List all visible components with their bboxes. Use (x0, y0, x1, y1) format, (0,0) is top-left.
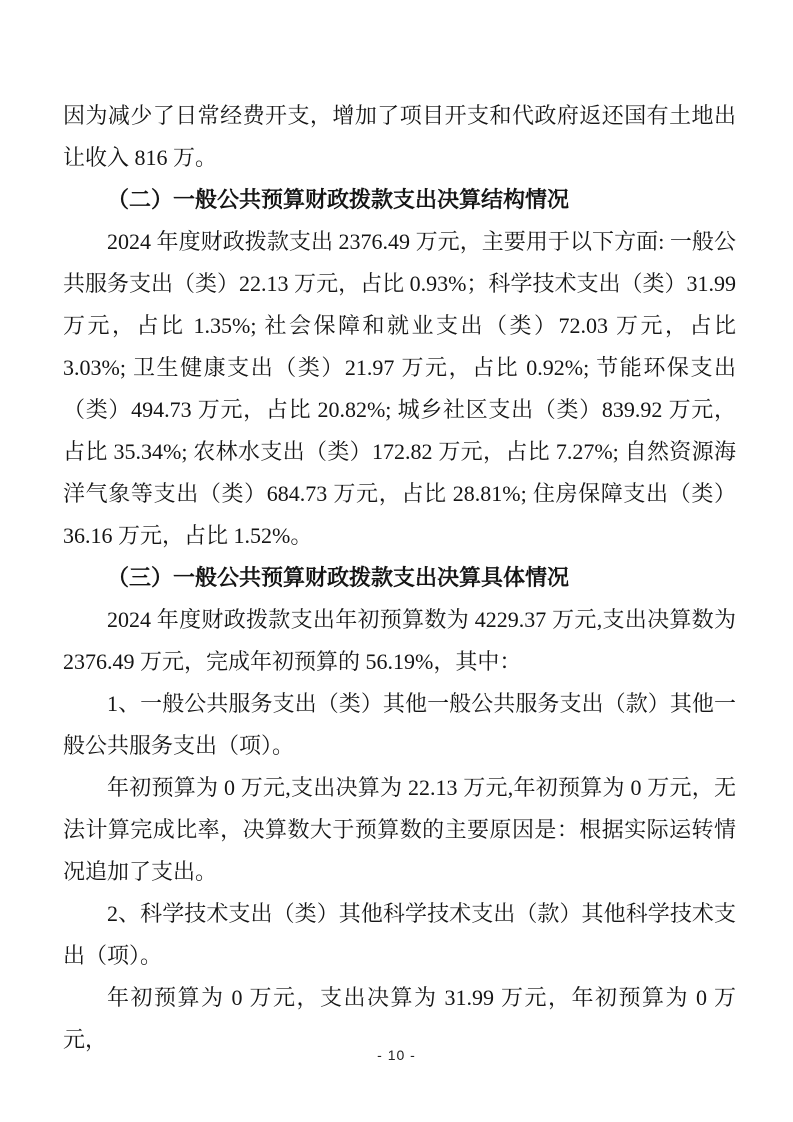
document-body (63, 95, 736, 1061)
section-heading: （三）一般公共预算财政拨款支出决算具体情况 (107, 565, 570, 590)
section-heading: （二）一般公共预算财政拨款支出决算结构情况 (107, 187, 570, 212)
body-paragraph: 2024 年度财政拨款支出 2376.49 万元，主要用于以下方面: 一般公共服务支出（类）22.13 万元，占比 0.93%；科学技术支出（类）31.99 万元，占比 1.35%; 社会保障和就业支出（类）72.03 万元，占比 3.03%; 卫生健康支出（类）21.97 万元，占比 0.92%; 节能环保支出（类）494.73 万元，占比 20.82%; 城乡社区支出（类）839.92 万元，占比 35.34%; 农林水支出（类）172.82 万元，占比 7.27%; 自然资源海洋气象等支出（类）684.73 万元，占比 28.81%; 住房保障支出（类）36.16 万元，占比 1.52%。 (63, 229, 736, 548)
body-paragraph: 年初预算为 0 万元，支出决算为 31.99 万元，年初预算为 0 万元， (63, 985, 736, 1052)
body-paragraph: 2024 年度财政拨款支出年初预算数为 4229.37 万元,支出决算数为 2376.49 万元，完成年初预算的 56.19%，其中： (63, 607, 736, 674)
body-paragraph: 1、一般公共服务支出（类）其他一般公共服务支出（款）其他一般公共服务支出（项）。 (63, 691, 736, 758)
body-paragraph: 年初预算为 0 万元,支出决算为 22.13 万元,年初预算为 0 万元，无法计算完成比率，决算数大于预算数的主要原因是：根据实际运转情况追加了支出。 (63, 775, 736, 884)
body-paragraph: 因为减少了日常经费开支，增加了项目开支和代政府返还国有土地出让收入 816 万。 (63, 103, 736, 170)
body-paragraph: 2、科学技术支出（类）其他科学技术支出（款）其他科学技术支出（项）。 (63, 901, 736, 968)
page-number: - 10 - (377, 1047, 416, 1063)
